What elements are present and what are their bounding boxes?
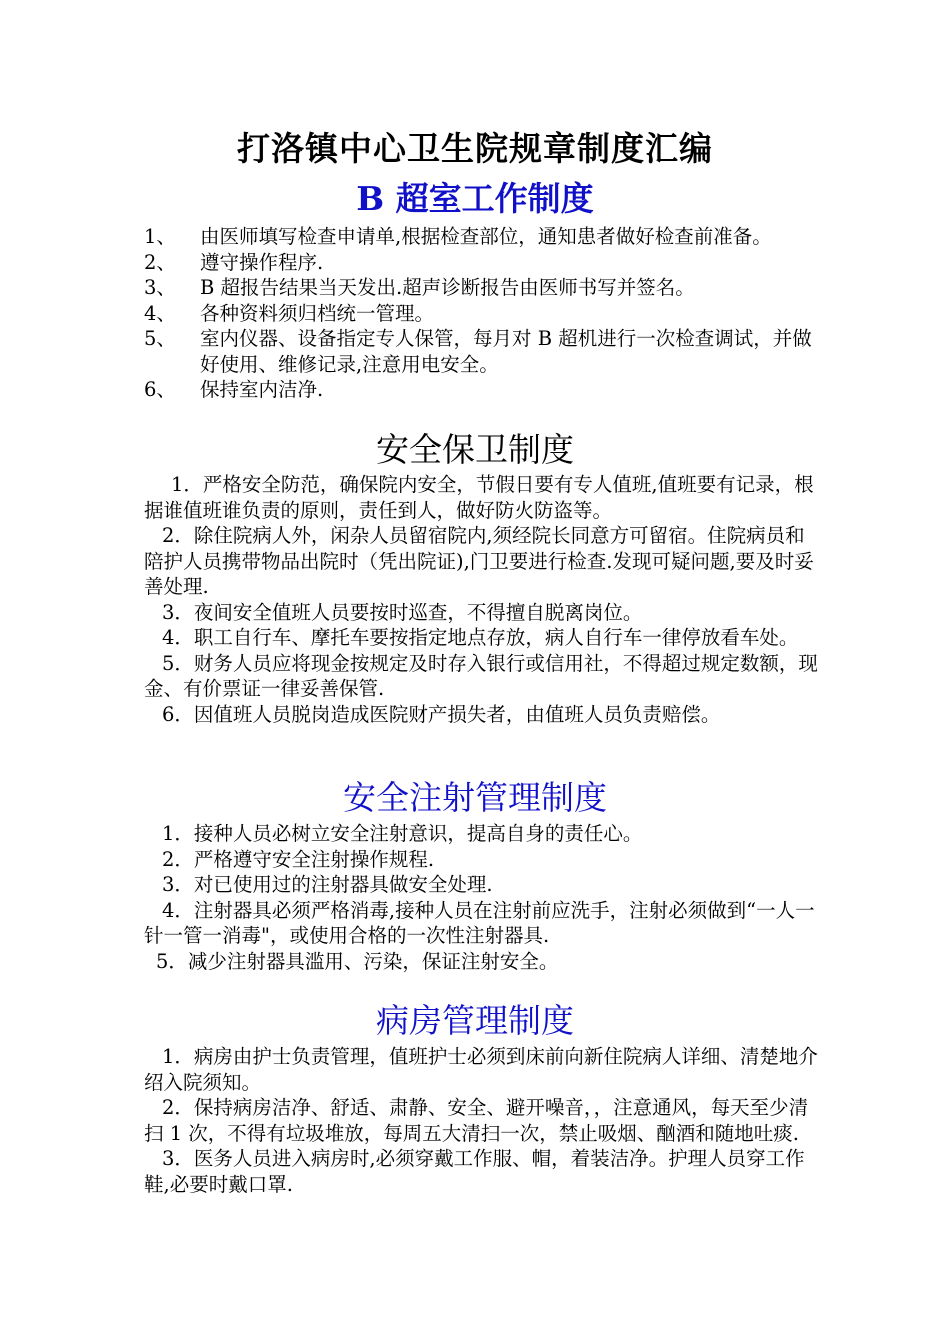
list-item-number: 3、 xyxy=(144,276,176,299)
rule-paragraph: 5．财务人员应将现金按规定及时存入银行或信用社，不得超过规定数额，现金、有价票证一律妥善保管. xyxy=(144,651,818,700)
rule-paragraph: 3．对已使用过的注射器具做安全处理. xyxy=(162,873,493,896)
list-item xyxy=(144,326,824,377)
rule-paragraph: 2．保持病房洁净、舒适、肃静、安全、避开噪音，，注意通风，每天至少清扫 1 次，不得有垃圾堆放，每周五大清扫一次，禁止吸烟、酗酒和随地吐痰. xyxy=(144,1096,809,1145)
rule-paragraph: 3．医务人员进入病房时,必须穿戴工作服、帽，着装洁净。护理人员穿工作鞋,必要时戴口罩. xyxy=(144,1147,805,1196)
section-title-ward: 病房管理制度 xyxy=(376,1001,574,1040)
list-item-text: 保持室内洁净. xyxy=(200,378,324,401)
rule-paragraph: 4．职工自行车、摩托车要按指定地点存放，病人自行车一律停放看车处。 xyxy=(162,626,799,649)
ultrasound-rules-list xyxy=(144,224,824,403)
rule-paragraph: 5．减少注射器具滥用、污染，保证注射安全。 xyxy=(156,949,559,973)
list-item-text: 各种资料须归档统一管理。 xyxy=(200,301,435,325)
list-item-number: 1、 xyxy=(144,225,176,248)
list-item-number: 2、 xyxy=(144,250,176,274)
rule-paragraph: 1．严格安全防范，确保院内安全，节假日要有专人值班,值班要有记录，根据谁值班谁负责的原则，责任到人，做好防火防盗等。 xyxy=(144,473,814,522)
list-item-text: B 超报告结果当天发出.超声诊断报告由医师书写并签名。 xyxy=(200,276,695,299)
list-item-text: 由医师填写检查申请单,根据检查部位，通知患者做好检查前准备。 xyxy=(200,225,772,248)
rule-paragraph: 6．因值班人员脱岗造成医院财产损失者，由值班人员负责赔偿。 xyxy=(162,702,721,726)
ward-rules xyxy=(144,1044,824,1197)
section-title-ultrasound: B 超室工作制度 xyxy=(356,179,594,218)
list-item xyxy=(144,377,824,403)
injection-rules xyxy=(144,821,824,974)
list-item xyxy=(144,275,824,301)
section-title-security: 安全保卫制度 xyxy=(376,430,574,469)
rule-paragraph: 1．病房由护士负责管理，值班护士必须到床前向新住院病人详细、清楚地介绍入院须知。 xyxy=(144,1045,818,1094)
list-item-number: 4、 xyxy=(144,301,176,325)
rule-paragraph: 4．注射器具必须严格消毒,接种人员在注射前应洗手，注射必须做到“一人一针一管一消毒"，或使用合格的一次性注射器具. xyxy=(144,898,815,947)
list-item xyxy=(144,224,824,250)
section-title-injection: 安全注射管理制度 xyxy=(343,778,607,817)
rule-paragraph: 3．夜间安全值班人员要按时巡查，不得擅自脱离岗位。 xyxy=(162,600,643,624)
list-item xyxy=(144,250,824,276)
list-item xyxy=(144,301,824,327)
list-item-number: 5、 xyxy=(144,327,176,350)
document-title: 打洛镇中心卫生院规章制度汇编 xyxy=(237,129,713,168)
list-item-text: 遵守操作程序. xyxy=(200,250,324,274)
list-item-text: 室内仪器、设备指定专人保管，每月对 B 超机进行一次检查调试，并做好使用、维修记录,注意用电安全。 xyxy=(200,327,812,376)
rule-paragraph: 1．接种人员必树立安全注射意识，提高自身的责任心。 xyxy=(162,822,643,845)
list-item-number: 6、 xyxy=(144,378,176,401)
rule-paragraph: 2．除住院病人外，闲杂人员留宿院内,须经院长同意方可留宿。住院病员和陪护人员携带物品出院时（凭出院证),门卫要进行检查.发现可疑问题,要及时妥善处理. xyxy=(144,524,814,598)
security-rules xyxy=(144,472,824,727)
rule-paragraph: 2．严格遵守安全注射操作规程. xyxy=(162,847,435,871)
